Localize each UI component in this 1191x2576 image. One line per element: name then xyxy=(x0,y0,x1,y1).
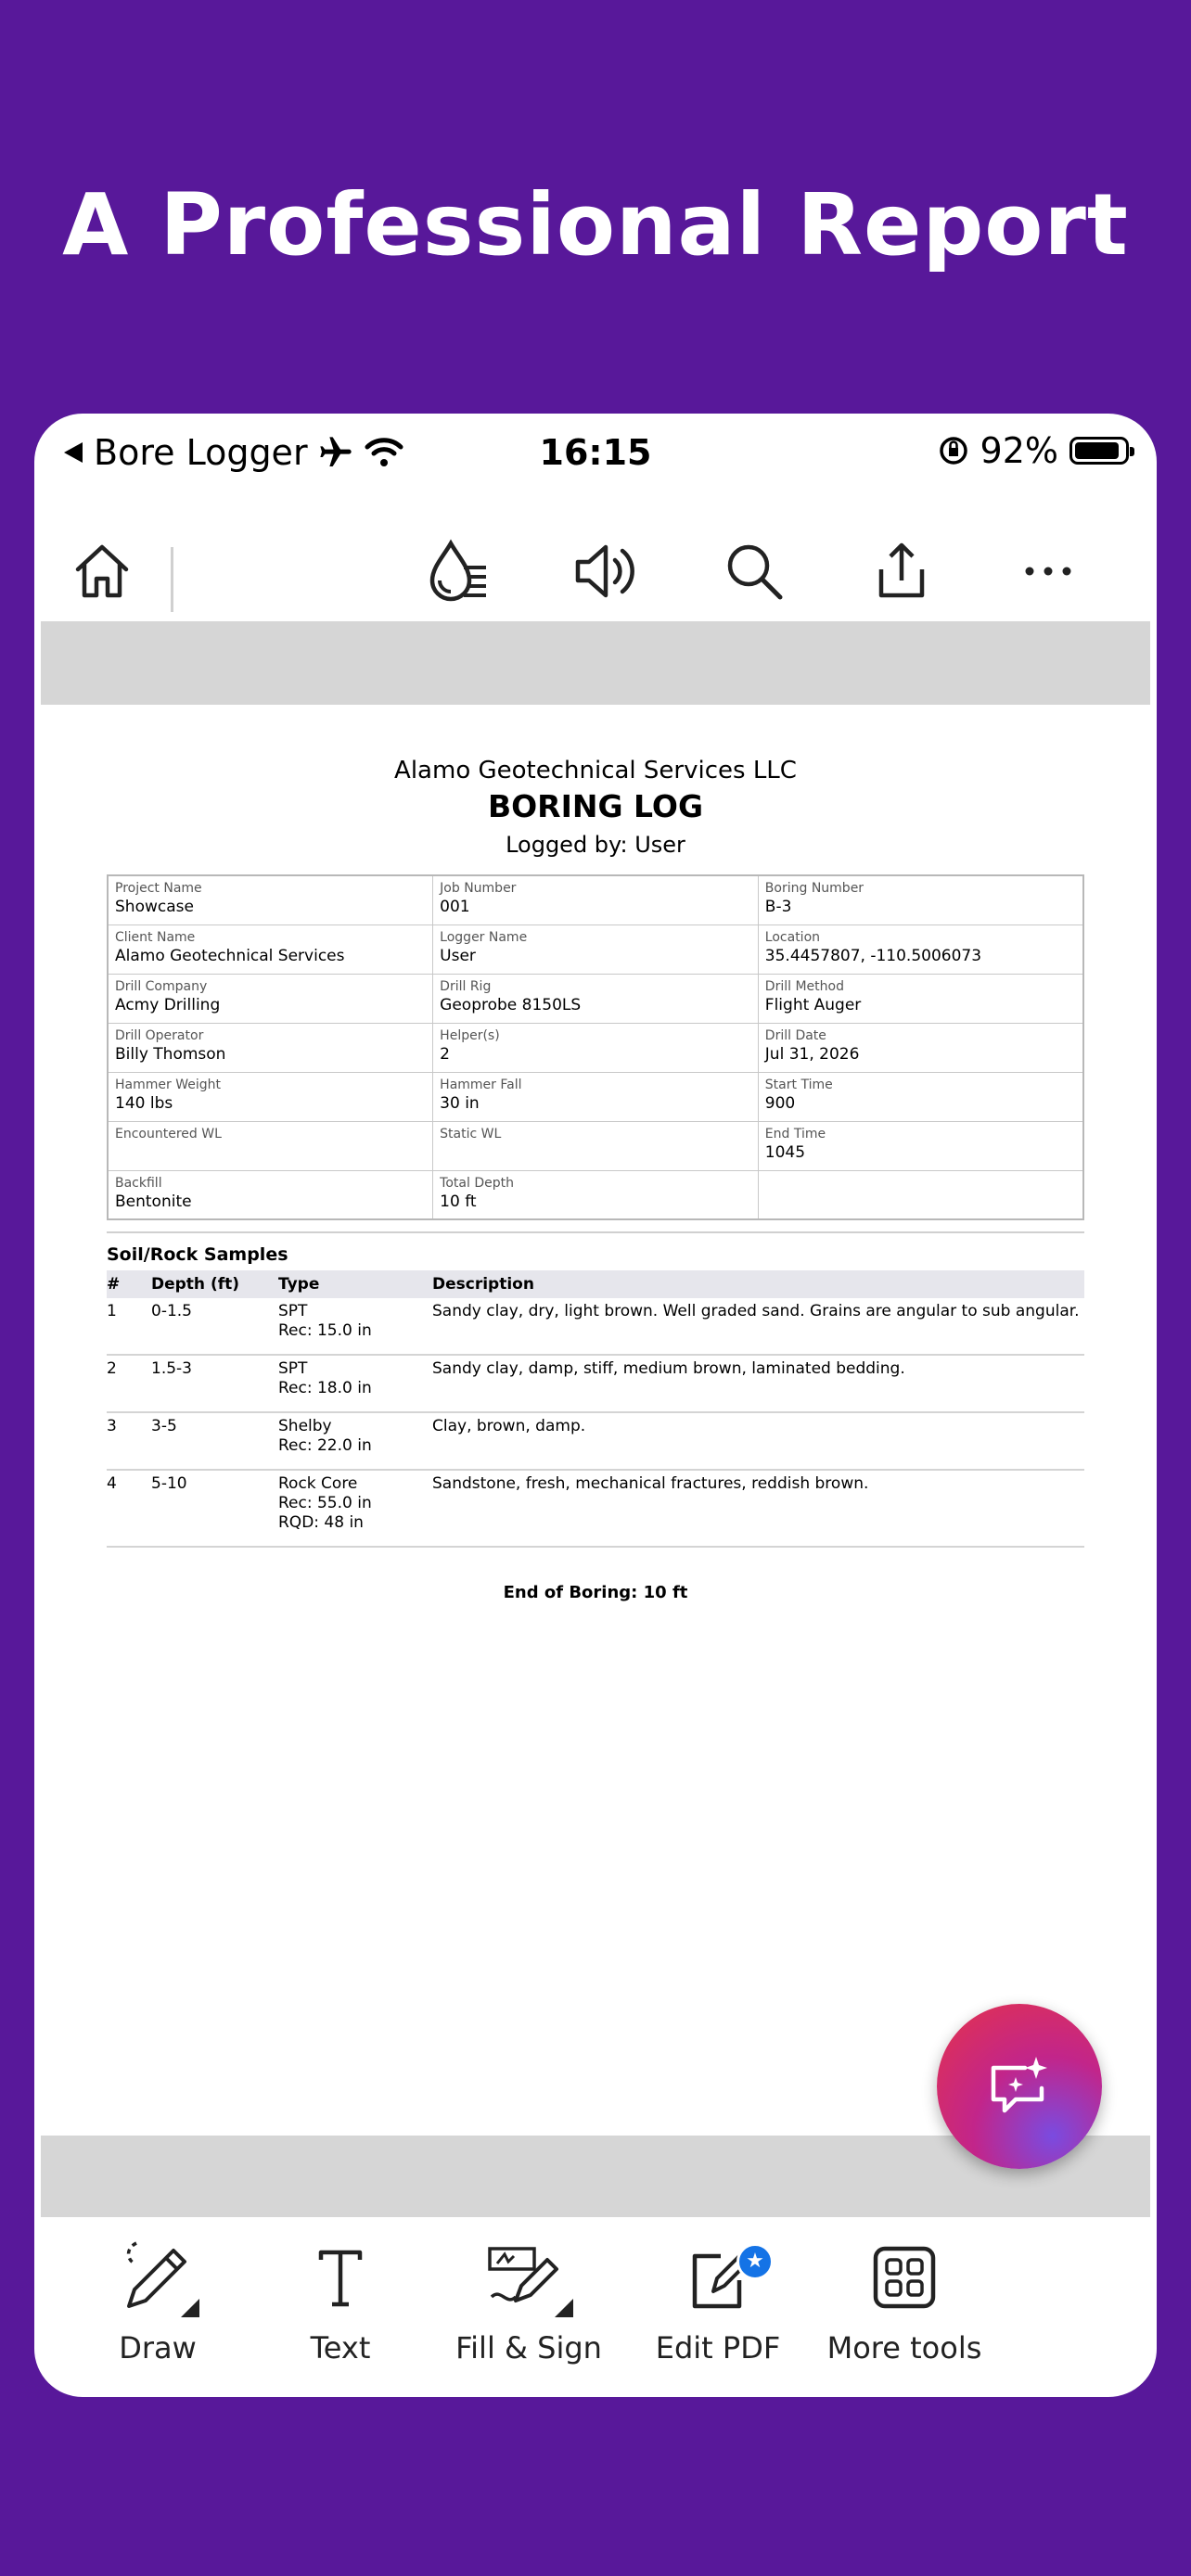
sample-type-line: Rec: 18.0 in xyxy=(278,1379,372,1397)
sample-depth: 5-10 xyxy=(151,1474,187,1493)
info-row xyxy=(108,1121,1083,1170)
info-cell xyxy=(433,1121,759,1170)
sample-type-line: Rec: 55.0 in xyxy=(278,1494,372,1512)
tool-draw[interactable] xyxy=(56,2226,260,2366)
info-label: Start Time xyxy=(764,1077,833,1092)
samples-heading: Soil/Rock Samples xyxy=(107,1244,288,1265)
sample-depth: 0-1.5 xyxy=(151,1302,192,1320)
info-label: Backfill xyxy=(115,1175,162,1191)
tool-edit-pdf[interactable] xyxy=(616,2226,820,2366)
info-cell xyxy=(108,1023,433,1072)
info-cell xyxy=(433,925,759,974)
info-label: Logger Name xyxy=(440,929,528,945)
top-toolbar xyxy=(34,506,1157,636)
info-cell xyxy=(108,875,433,925)
search-icon[interactable] xyxy=(717,534,791,608)
report-title: BORING LOG xyxy=(487,788,704,824)
sample-row xyxy=(107,1413,1084,1471)
sample-num: 1 xyxy=(107,1302,117,1320)
info-value: Acmy Drilling xyxy=(115,995,221,1014)
info-label: Hammer Weight xyxy=(115,1077,221,1092)
sample-type-line: Shelby xyxy=(278,1417,332,1435)
info-label: Job Number xyxy=(440,881,517,896)
more-tools-icon xyxy=(802,2226,1006,2319)
sample-type xyxy=(278,1473,432,1533)
info-cell xyxy=(108,925,433,974)
sample-row xyxy=(107,1298,1084,1356)
sample-type xyxy=(278,1415,432,1456)
info-label: Client Name xyxy=(115,929,196,945)
info-value: Flight Auger xyxy=(764,995,862,1014)
info-cell xyxy=(108,1170,433,1219)
bottom-tools-bar xyxy=(34,2226,1157,2397)
info-value: Showcase xyxy=(115,898,194,916)
project-info-table xyxy=(107,874,1084,1220)
info-value: 2 xyxy=(440,1044,450,1064)
ai-assistant-button[interactable] xyxy=(937,2004,1102,2169)
col-header-depth: Depth (ft) xyxy=(151,1275,240,1294)
info-value: 1045 xyxy=(764,1142,806,1162)
info-row xyxy=(108,1170,1083,1219)
info-value: Bentonite xyxy=(115,1192,192,1211)
headline: A Professional Report xyxy=(62,175,1129,274)
info-cell xyxy=(108,974,433,1023)
info-cell xyxy=(758,1170,1083,1219)
battery-percent: 92% xyxy=(980,430,1058,471)
sample-type xyxy=(278,1300,432,1341)
info-row xyxy=(108,1023,1083,1072)
col-header-type: Type xyxy=(278,1275,320,1294)
info-value: 10 ft xyxy=(440,1192,477,1211)
tool-label: Edit PDF xyxy=(655,2330,781,2366)
info-label: Drill Rig xyxy=(440,978,492,994)
page-gap-top xyxy=(41,621,1150,705)
fill-sign-icon xyxy=(427,2226,631,2319)
read-aloud-icon[interactable] xyxy=(569,534,643,608)
sample-depth: 3-5 xyxy=(151,1417,177,1435)
new-badge-star-icon: ★ xyxy=(736,2243,774,2280)
tool-label: More tools xyxy=(826,2330,982,2366)
draw-icon xyxy=(56,2226,260,2319)
info-row xyxy=(108,1072,1083,1121)
info-label: Hammer Fall xyxy=(440,1077,522,1092)
company-name: Alamo Geotechnical Services LLC xyxy=(394,757,797,784)
sample-description: Sandstone, fresh, mechanical fractures, reddish brown. xyxy=(432,1474,869,1493)
divider xyxy=(107,1231,1084,1233)
tool-label: Draw xyxy=(119,2330,197,2366)
info-value: B-3 xyxy=(764,898,792,916)
info-value: Geoprobe 8150LS xyxy=(440,995,582,1014)
info-value: 35.4457807, -110.5006073 xyxy=(764,946,982,965)
sample-num: 4 xyxy=(107,1474,117,1493)
tool-more-tools[interactable] xyxy=(802,2226,1006,2366)
info-cell xyxy=(433,875,759,925)
info-label: Static WL xyxy=(440,1126,502,1141)
ai-assistant-icon xyxy=(984,2051,1055,2122)
tool-label: Text xyxy=(310,2330,371,2366)
orientation-lock-icon xyxy=(938,435,969,466)
sample-row xyxy=(107,1471,1084,1548)
info-label: Location xyxy=(764,929,821,945)
logged-by: Logged by: User xyxy=(506,832,685,858)
info-label: Total Depth xyxy=(440,1175,514,1191)
sample-type-line: Rec: 22.0 in xyxy=(278,1436,372,1455)
battery-icon xyxy=(1069,437,1129,465)
info-label: Encountered WL xyxy=(115,1126,222,1141)
info-label: Project Name xyxy=(115,881,202,896)
info-cell xyxy=(758,1072,1083,1121)
info-value: 900 xyxy=(764,1093,796,1113)
sample-description: Sandy clay, damp, stiff, medium brown, laminated bedding. xyxy=(432,1359,905,1378)
info-cell xyxy=(758,1121,1083,1170)
info-cell xyxy=(758,1023,1083,1072)
sample-description: Clay, brown, damp. xyxy=(432,1417,586,1435)
sample-type-line: RQD: 48 in xyxy=(278,1513,364,1532)
info-value: 140 lbs xyxy=(115,1093,173,1113)
sample-type-line: SPT xyxy=(278,1302,308,1320)
sample-num: 2 xyxy=(107,1359,117,1378)
info-label: Helper(s) xyxy=(440,1027,500,1043)
sample-num: 3 xyxy=(107,1417,117,1435)
info-cell xyxy=(758,875,1083,925)
sample-type-line: SPT xyxy=(278,1359,308,1378)
sample-type-line: Rec: 15.0 in xyxy=(278,1321,372,1340)
info-cell xyxy=(108,1121,433,1170)
info-cell xyxy=(758,925,1083,974)
home-icon[interactable] xyxy=(65,534,139,608)
share-icon[interactable] xyxy=(864,534,939,608)
sample-type-line: Rock Core xyxy=(278,1474,358,1493)
info-value: Billy Thomson xyxy=(115,1044,226,1064)
col-header-description: Description xyxy=(432,1275,534,1294)
info-cell xyxy=(433,974,759,1023)
info-label: Drill Date xyxy=(764,1027,826,1043)
pdf-page[interactable] xyxy=(107,757,1084,1602)
sample-type xyxy=(278,1358,432,1398)
tool-text[interactable] xyxy=(238,2226,442,2366)
info-label: Drill Company xyxy=(115,978,208,994)
sample-description: Sandy clay, dry, light brown. Well graded sand. Grains are angular to sub angular. xyxy=(432,1302,1080,1320)
sample-row xyxy=(107,1356,1084,1413)
tool-fill-sign[interactable] xyxy=(427,2226,631,2366)
info-label: Drill Method xyxy=(764,978,844,994)
info-cell xyxy=(758,974,1083,1023)
info-row xyxy=(108,974,1083,1023)
info-value: 30 in xyxy=(440,1093,480,1113)
info-value: 001 xyxy=(440,898,470,916)
status-bar xyxy=(34,414,1157,495)
phone-screen xyxy=(34,414,1157,2397)
info-row xyxy=(108,875,1083,925)
liquid-mode-icon[interactable] xyxy=(421,534,495,608)
info-label: Boring Number xyxy=(764,881,864,896)
info-cell xyxy=(433,1072,759,1121)
tool-label: Fill & Sign xyxy=(455,2330,602,2366)
col-header-num: # xyxy=(107,1275,121,1294)
back-app-label: Bore Logger xyxy=(94,432,308,473)
info-cell xyxy=(433,1170,759,1219)
info-cell xyxy=(433,1023,759,1072)
more-icon[interactable] xyxy=(1011,534,1085,608)
info-label: Drill Operator xyxy=(115,1027,204,1043)
info-value: Alamo Geotechnical Services xyxy=(115,946,345,965)
info-cell xyxy=(108,1072,433,1121)
end-of-boring: End of Boring: 10 ft xyxy=(503,1583,688,1602)
info-value: Jul 31, 2026 xyxy=(764,1044,860,1064)
clock: 16:15 xyxy=(539,432,652,473)
edit-pdf-icon xyxy=(616,2226,820,2319)
info-label: End Time xyxy=(764,1126,826,1141)
text-icon xyxy=(238,2226,442,2319)
toolbar-divider xyxy=(171,547,173,612)
info-row xyxy=(108,925,1083,974)
sample-depth: 1.5-3 xyxy=(151,1359,192,1378)
samples-header-row xyxy=(107,1270,1084,1298)
info-value: User xyxy=(440,946,476,965)
